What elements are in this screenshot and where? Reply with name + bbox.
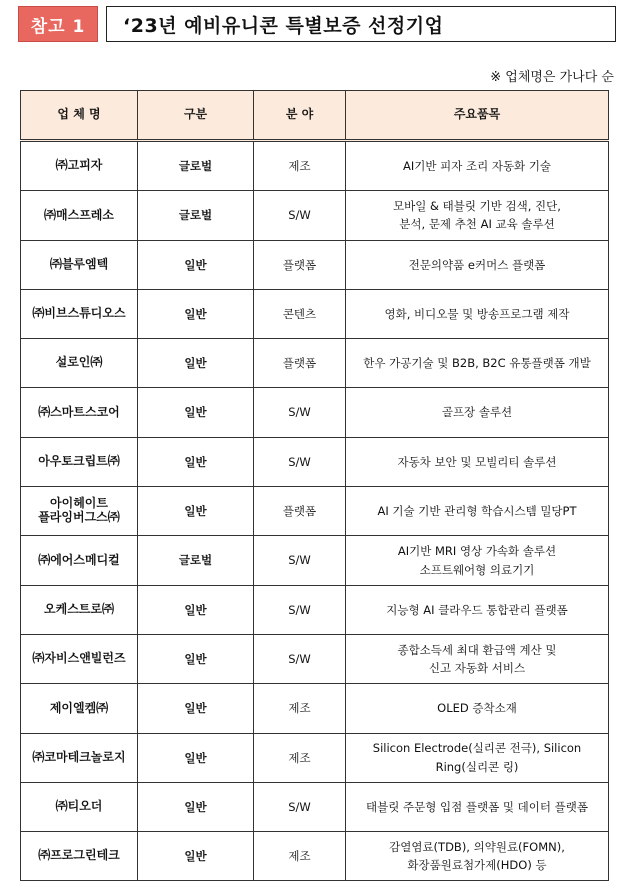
table-row xyxy=(21,733,609,782)
field-cell: S/W xyxy=(254,585,346,634)
company-name-cell: ㈜고피자 xyxy=(21,141,138,191)
category-cell: 일반 xyxy=(138,782,254,831)
field-cell: 플랫폼 xyxy=(254,339,346,388)
table-row xyxy=(21,240,609,289)
table-row xyxy=(21,832,609,881)
column-header-field: 분 야 xyxy=(254,91,346,141)
category-cell: 일반 xyxy=(138,487,254,536)
table-row xyxy=(21,782,609,831)
category-cell: 일반 xyxy=(138,388,254,437)
field-cell: 제조 xyxy=(254,832,346,881)
table-row xyxy=(21,684,609,733)
product-cell: AI 기술 기반 관리형 학습시스템 밀당PT xyxy=(346,487,609,536)
company-name-cell: ㈜스마트스코어 xyxy=(21,388,138,437)
company-name-cell: ㈜자비스앤빌런즈 xyxy=(21,634,138,683)
field-cell: S/W xyxy=(254,782,346,831)
column-header-product: 주요품목 xyxy=(346,91,609,141)
category-cell: 일반 xyxy=(138,684,254,733)
product-cell: 종합소득세 최대 환급액 계산 및 신고 자동화 서비스 xyxy=(346,634,609,683)
category-cell: 일반 xyxy=(138,437,254,486)
category-cell: 글로벌 xyxy=(138,536,254,585)
table-row xyxy=(21,634,609,683)
product-cell: AI기반 MRI 영상 가속화 솔루션 소프트웨어형 의료기기 xyxy=(346,536,609,585)
category-cell: 일반 xyxy=(138,832,254,881)
table-row xyxy=(21,388,609,437)
table-row xyxy=(21,141,609,191)
company-name-cell: 설로인㈜ xyxy=(21,339,138,388)
product-cell: 지능형 AI 클라우드 통합관리 플랫폼 xyxy=(346,585,609,634)
sort-note: ※ 업체명은 가나다 순 xyxy=(490,70,614,85)
product-cell: AI기반 피자 조리 자동화 기술 xyxy=(346,141,609,191)
table-row xyxy=(21,536,609,585)
product-cell: 골프장 솔루션 xyxy=(346,388,609,437)
company-name-cell: ㈜티오더 xyxy=(21,782,138,831)
table-row xyxy=(21,487,609,536)
product-cell: 자동차 보안 및 모빌리티 솔루션 xyxy=(346,437,609,486)
product-cell: Silicon Electrode(실리콘 전극), Silicon Ring(실리콘 링) xyxy=(346,733,609,782)
company-name-cell: ㈜프로그린테크 xyxy=(21,832,138,881)
product-cell: 한우 가공기술 및 B2B, B2C 유통플랫폼 개발 xyxy=(346,339,609,388)
product-cell: 전문의약품 e커머스 플랫폼 xyxy=(346,240,609,289)
field-cell: S/W xyxy=(254,634,346,683)
category-cell: 글로벌 xyxy=(138,191,254,240)
companies-table xyxy=(20,90,609,881)
company-name-cell: ㈜매스프레소 xyxy=(21,191,138,240)
company-name-cell: 오케스트로㈜ xyxy=(21,585,138,634)
table-header-row xyxy=(21,91,609,141)
table-row xyxy=(21,339,609,388)
company-name-cell: ㈜비브스튜디오스 xyxy=(21,289,138,338)
product-cell: 감열염료(TDB), 의약원료(FOMN), 화장품원료첨가제(HDO) 등 xyxy=(346,832,609,881)
category-cell: 일반 xyxy=(138,240,254,289)
category-cell: 일반 xyxy=(138,289,254,338)
category-cell: 일반 xyxy=(138,339,254,388)
company-name-cell: ㈜코마테크놀로지 xyxy=(21,733,138,782)
field-cell: 제조 xyxy=(254,141,346,191)
reference-badge: 참고 1 xyxy=(18,6,98,42)
field-cell: S/W xyxy=(254,437,346,486)
company-name-cell: 제이엘켐㈜ xyxy=(21,684,138,733)
product-cell: OLED 증착소재 xyxy=(346,684,609,733)
table-row xyxy=(21,289,609,338)
product-cell: 모바일 & 태블릿 기반 검색, 진단, 분석, 문제 추천 AI 교육 솔루션 xyxy=(346,191,609,240)
product-cell: 영화, 비디오물 및 방송프로그램 제작 xyxy=(346,289,609,338)
table-row xyxy=(21,191,609,240)
field-cell: 플랫폼 xyxy=(254,487,346,536)
company-name-cell: 아우토크립트㈜ xyxy=(21,437,138,486)
category-cell: 글로벌 xyxy=(138,141,254,191)
company-name-cell: ㈜블루엠텍 xyxy=(21,240,138,289)
field-cell: S/W xyxy=(254,191,346,240)
field-cell: S/W xyxy=(254,536,346,585)
field-cell: 제조 xyxy=(254,733,346,782)
company-name-cell: 아이헤이트 플라잉버그스㈜ xyxy=(21,487,138,536)
category-cell: 일반 xyxy=(138,634,254,683)
category-cell: 일반 xyxy=(138,585,254,634)
column-header-name: 업 체 명 xyxy=(21,91,138,141)
document-title: ‘23년 예비유니콘 특별보증 선정기업 xyxy=(106,6,616,42)
category-cell: 일반 xyxy=(138,733,254,782)
column-header-type: 구분 xyxy=(138,91,254,141)
field-cell: 콘텐츠 xyxy=(254,289,346,338)
header xyxy=(18,6,616,44)
field-cell: 플랫폼 xyxy=(254,240,346,289)
field-cell: 제조 xyxy=(254,684,346,733)
table-row xyxy=(21,437,609,486)
company-name-cell: ㈜에어스메디컬 xyxy=(21,536,138,585)
product-cell: 태블릿 주문형 입점 플랫폼 및 데이터 플랫폼 xyxy=(346,782,609,831)
field-cell: S/W xyxy=(254,388,346,437)
table-row xyxy=(21,585,609,634)
